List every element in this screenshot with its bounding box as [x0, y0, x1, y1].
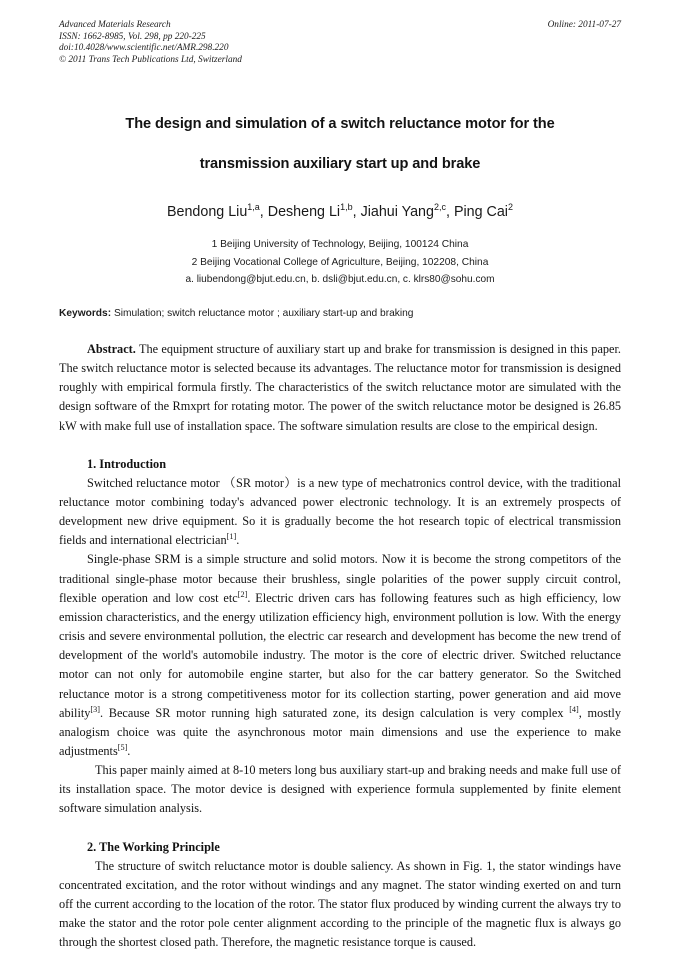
author-affiliation-marker: 2 [507, 202, 513, 213]
author-separator: , [445, 204, 454, 221]
section-heading: 1. Introduction [87, 456, 167, 471]
page-title [59, 104, 621, 184]
paper-title-line-1: The design and simulation of a switch reluctance motor for the [125, 116, 555, 133]
reference-marker: [2] [237, 589, 248, 599]
journal-header [59, 20, 621, 66]
author-affiliation-marker: 1,a [247, 202, 260, 213]
keywords-value: Simulation; switch reluctance motor ; auxiliary start-up and braking [113, 307, 414, 319]
keywords-line [59, 306, 621, 321]
paper-body [59, 340, 621, 953]
reference-marker: [4] [569, 704, 579, 714]
author-separator: , [352, 204, 361, 221]
journal-online-date: Online: 2011-07-27 [547, 20, 621, 30]
paragraph-text: . Electric driven cars has following features such as high efficiency, low emission characteristics, and the energy utilization efficiency high, environment pollution is low. With the energy crisis and severe environmental pollution, the electric car research and development has become the new trend of development of the world's automobile industry. The motor is the core of electric driver. Switched reluctance motor can not only for automobile engine starter, but also for the car battery generator. So the Switched reluctance motor is a strong competitiveness motor for its collection starting, power generation and aid move ability [59, 590, 621, 720]
journal-header-left [59, 20, 479, 66]
paragraph-text: , mostly analogism choice was quite the asynchronous motor main dimensions and use the experience to make adjustments [59, 705, 621, 758]
author-name: Desheng Li [267, 204, 341, 221]
author-list [59, 202, 621, 222]
author-emails: a. liubendong@bjut.edu.cn, b. dsli@bjut.edu.cn, c. klrs80@sohu.com [185, 274, 495, 286]
paragraph-text: Single-phase SRM is a simple structure and solid motors. Now it is become the strong competitors of the traditional single-phase motor because their brushless, single polarities of the power supply circuit control, flexible operation and low cost etc [59, 552, 621, 605]
journal-issn-line: ISSN: 1662-8985, Vol. 298, pp 220-225 [59, 31, 206, 42]
author-name: Bendong Liu [166, 204, 248, 221]
author-affiliation-marker: 2,c [433, 202, 446, 213]
author-name: Ping Cai [453, 204, 508, 221]
abstract-label: Abstract. [87, 341, 136, 356]
page-content-column [59, 0, 621, 953]
paper-title-line-2: transmission auxiliary start up and brake [199, 156, 481, 173]
abstract-text: The equipment structure of auxiliary start up and brake for transmission is designed in this paper. The switch reluctance motor is selected because its advantages. The reluctance motor for transmission is designed roughly with empirical formula firstly. The characteristics of the switch reluctance motor are simulated with the design software of the Rmxprt for rotating motor. The power of the switch reluctance motor be designed is 26.85 kW with make full use of installation space. The software simulation results are close to the empirical design. [59, 341, 621, 433]
affiliation-block [59, 236, 621, 289]
abstract-paragraph [59, 340, 621, 436]
journal-title: Advanced Materials Research [59, 20, 171, 30]
paragraph-text: . [127, 744, 131, 758]
paragraph-text: . Because SR motor running high saturated zone, its design calculation is very complex [99, 705, 570, 720]
reference-marker: [1] [226, 532, 237, 542]
paragraph-text: The structure of switch reluctance motor is double saliency. As shown in Fig. 1, the stator windings have concentrated excitation, and the rotor without windings and any magnet. The stator winding exerted on and turn off the current according to the location of the rotor. The stator flux produced by winding current the always try to make the stator and the rotor pole center alignment according to the principle of the magnetic flux is always go through the shortest closed path. Therefore, the magnetic resistance torque is caused. [59, 858, 621, 950]
sections-container [59, 455, 621, 953]
reference-marker: [5] [117, 742, 128, 752]
author-name: Jiahui Yang [360, 204, 434, 221]
paragraph-text: This paper mainly aimed at 8-10 meters long bus auxiliary start-up and braking needs and make full use of its installation space. The motor device is designed with experience formula supplemented by finite element software simulation analysis. [59, 763, 621, 816]
body-paragraph [59, 474, 621, 551]
author-affiliation-marker: 1,b [340, 202, 353, 213]
paragraph-text: Switched reluctance motor （SR motor）is a new type of mechatronics control device, with the traditional reluctance motor combining today's advanced power electronic technology. It is an extremely prospects of development new drive equipment. So it is gradually become the hot research topic of electrical transmission fields and international electrician [59, 475, 621, 548]
body-paragraph [59, 761, 621, 818]
keywords-label: Keywords: [59, 307, 112, 319]
affiliation-2: 2 Beijing Vocational College of Agriculture, Beijing, 102208, China [191, 256, 489, 268]
section-heading: 2. The Working Principle [87, 839, 220, 854]
journal-copyright-line: © 2011 Trans Tech Publications Ltd, Switzerland [59, 54, 242, 65]
body-paragraph [59, 857, 621, 953]
paragraph-text: . [236, 533, 240, 548]
author-separator: , [259, 204, 268, 221]
journal-doi-line: doi:10.4028/www.scientific.net/AMR.298.220 [59, 43, 229, 54]
body-paragraph [59, 550, 621, 761]
reference-marker: [3] [90, 704, 100, 714]
affiliation-1: 1 Beijing University of Technology, Beijing, 100124 China [211, 239, 469, 251]
